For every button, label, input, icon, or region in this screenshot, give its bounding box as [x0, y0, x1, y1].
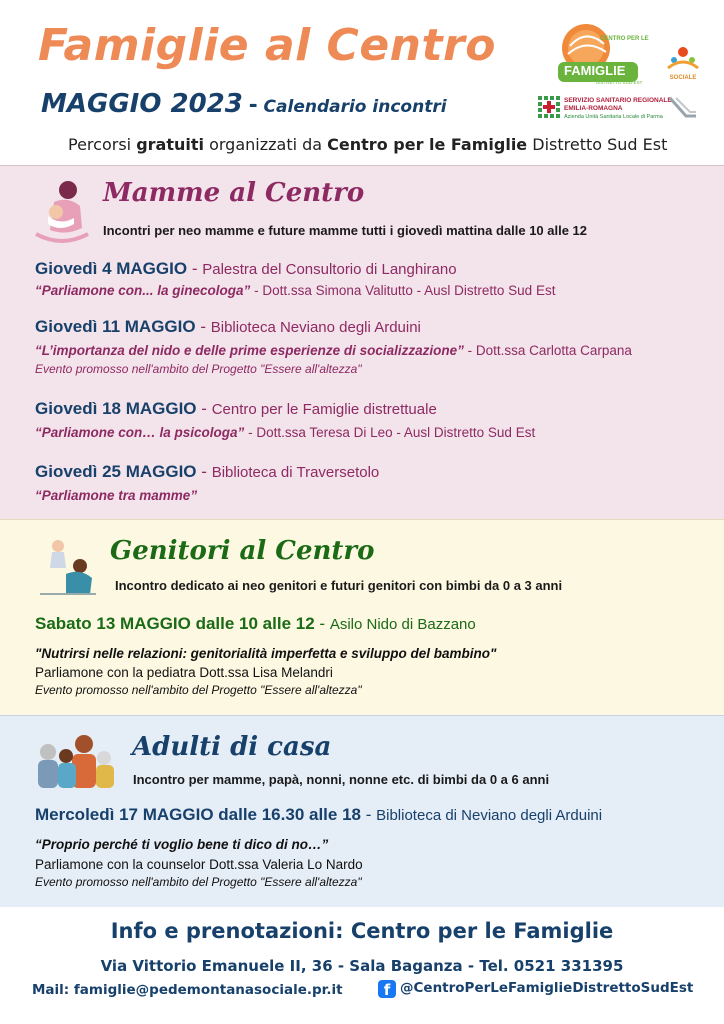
pedemontana-text: SOCIALE: [669, 75, 697, 81]
event-sep: -: [201, 462, 207, 481]
footer-info: Info e prenotazioni: Centro per le Famiglie: [110, 919, 614, 943]
tagline-bold-1: gratuiti: [136, 135, 204, 154]
event-place: Palestra del Consultorio di Langhirano: [202, 261, 457, 278]
regione-line-3: Azienda Unità Sanitaria Locale di Parma: [564, 114, 663, 120]
facebook-icon: f: [378, 980, 396, 998]
event-speaker: - Dott.ssa Carlotta Carpana: [467, 343, 632, 358]
event-topic: “Parliamone con... la ginecologa”: [35, 283, 251, 298]
event-speaker: - Dott.ssa Teresa Di Leo - Ausl Distretto Sud Est: [248, 425, 536, 440]
event-topic-row: [35, 488, 197, 503]
event-date: Giovedì 18 MAGGIO: [35, 399, 197, 418]
event-place: Biblioteca Neviano degli Arduini: [210, 319, 421, 336]
section-adulti: [0, 715, 724, 907]
event-date-row: [35, 399, 437, 419]
tagline-text-3: Distretto Sud Est: [532, 135, 668, 154]
event-date-row: [35, 614, 476, 634]
regione-line-1: SERVIZIO SANITARIO REGIONALE: [564, 97, 672, 104]
tagline-bold-2: Centro per le Famiglie: [327, 135, 528, 154]
page-title: Famiglie al Centro: [38, 20, 496, 71]
event-date-row: [35, 259, 457, 279]
tagline-text-2: organizzati da: [209, 135, 323, 154]
header: [0, 0, 724, 165]
event-sep: -: [365, 805, 372, 824]
tagline-text-1: Percorsi: [68, 135, 132, 154]
logo-big-text: FAMIGLIE: [564, 63, 626, 78]
event-place: Asilo Nido di Bazzano: [329, 616, 476, 633]
subtitle-dash: -: [248, 88, 258, 118]
event-topic: “L’importanza del nido e delle prime esperienze di socializzazione”: [35, 343, 464, 358]
event-date: Giovedì 25 MAGGIO: [35, 462, 197, 481]
event-topic: [35, 837, 328, 852]
event-date-row: [35, 805, 602, 825]
family-icon: [34, 732, 118, 797]
event-topic-text: "Nutrirsi nelle relazioni: genitorialità imperfetta e sviluppo del bambino": [35, 646, 497, 661]
regione-line-2: EMILIA-ROMAGNA: [564, 105, 623, 112]
footer-facebook-link[interactable]: [378, 980, 693, 998]
event-sep: -: [201, 399, 207, 418]
event-topic: [35, 646, 496, 661]
event-speaker: - Dott.ssa Simona Valitutto - Ausl Distretto Sud Est: [254, 283, 556, 298]
event-date-row: [35, 462, 379, 482]
event-topic-row: [35, 425, 535, 440]
parent-baby-icon: [36, 538, 100, 603]
event-date: Sabato 13 MAGGIO dalle 10 alle 12: [35, 614, 315, 633]
footer: [0, 907, 724, 1024]
event-place: Centro per le Famiglie distrettuale: [211, 401, 437, 418]
event-speaker: Parliamone con la pediatra Dott.ssa Lisa Melandri: [35, 665, 333, 680]
section-genitori: [0, 519, 724, 715]
facebook-handle: @CentroPerLeFamiglieDistrettoSudEst: [400, 980, 694, 996]
event-topic-row: [35, 343, 632, 358]
section-mamme: [0, 165, 724, 519]
regione-logo: [534, 92, 672, 124]
month-label: MAGGIO 2023: [41, 89, 243, 119]
event-speaker: Parliamone con la counselor Dott.ssa Valeria Lo Nardo: [35, 857, 363, 872]
mother-baby-icon: [30, 178, 94, 249]
event-topic: “Parliamone tra mamme”: [35, 488, 198, 503]
event-sep: -: [319, 614, 326, 633]
logo-small-text: CENTRO PER LE: [600, 36, 649, 42]
event-topic-row: [35, 283, 555, 298]
event-topic-text: “Proprio perché ti voglio bene ti dico di no…”: [35, 837, 329, 852]
event-note: Evento promosso nell'ambito del Progetto "Essere all'altezza": [35, 683, 362, 697]
event-topic: “Parliamone con… la psicologa”: [35, 425, 245, 440]
section-title: Mamme al Centro: [103, 178, 365, 208]
centro-famiglie-logo: [552, 18, 649, 88]
event-date: Mercoledì 17 MAGGIO dalle 16.30 alle 18: [35, 805, 361, 824]
subtitle-row: [41, 88, 447, 119]
pedemontana-sociale-logo: [664, 42, 702, 84]
tagline: [68, 135, 667, 154]
event-sep: -: [191, 259, 198, 278]
footer-mail-link[interactable]: Mail: famiglie@pedemontanasociale.pr.it: [32, 982, 343, 998]
section-description: Incontri per neo mamme e future mamme tutti i giovedì mattina dalle 10 alle 12: [103, 223, 588, 238]
province-logo: [666, 94, 700, 120]
event-date: Giovedì 4 MAGGIO: [35, 259, 188, 278]
event-place: Biblioteca di Neviano degli Arduini: [376, 807, 603, 824]
event-note: Evento promosso nell'ambito del Progetto "Essere all'altezza": [35, 362, 362, 376]
section-description: Incontro dedicato ai neo genitori e futuri genitori con bimbi da 0 a 3 anni: [115, 578, 563, 593]
event-sep: -: [200, 317, 207, 336]
logo-sub-text: DISTRETTO SUD-EST: [596, 80, 643, 85]
event-date: Giovedì 11 MAGGIO: [35, 317, 196, 336]
footer-address: Via Vittorio Emanuele II, 36 - Sala Baganza - Tel. 0521 331395: [100, 957, 624, 975]
section-title: Adulti di casa: [132, 732, 332, 762]
event-place: Biblioteca di Traversetolo: [211, 464, 380, 481]
section-title: Genitori al Centro: [110, 536, 375, 566]
event-date-row: [35, 317, 421, 337]
calendar-label: Calendario incontri: [263, 97, 447, 117]
event-note: Evento promosso nell'ambito del Progetto "Essere all'altezza": [35, 875, 362, 889]
section-description: Incontro per mamme, papà, nonni, nonne etc. di bimbi da 0 a 6 anni: [133, 772, 550, 787]
